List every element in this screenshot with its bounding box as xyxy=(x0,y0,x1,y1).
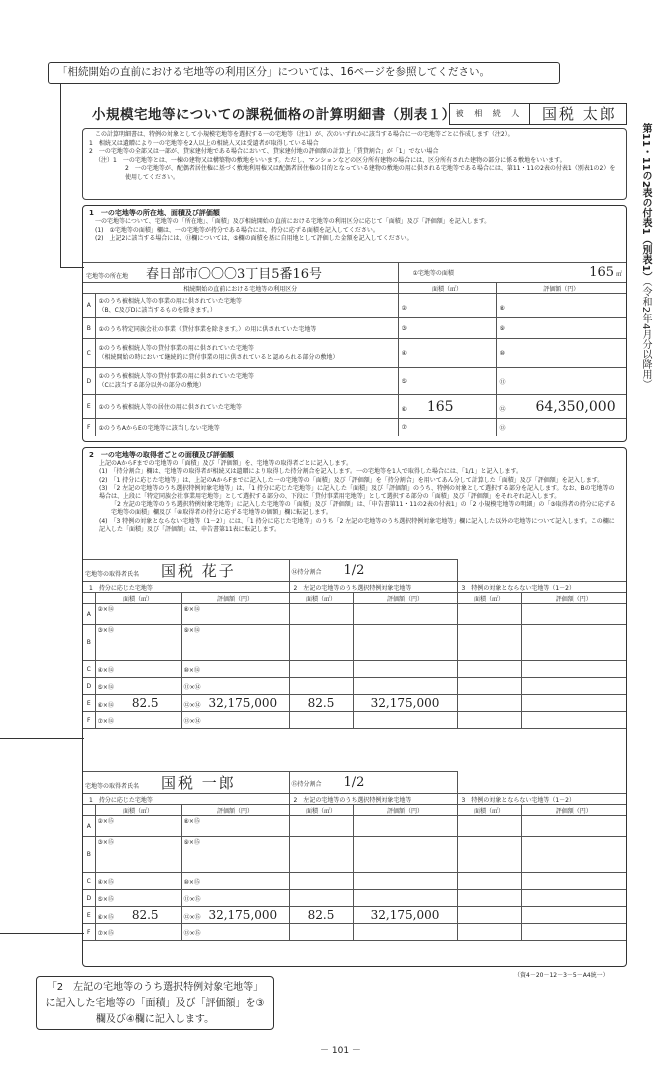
document-title: 小規模宅地等についての課税価格の計算明細書（別表１） xyxy=(92,107,456,123)
value-field-no: ⑨ xyxy=(499,324,505,332)
table-row xyxy=(83,625,626,661)
value-formula: ⑨×⑭ xyxy=(181,625,289,661)
value-formula: ⑩×⑭ xyxy=(181,661,289,678)
land-table xyxy=(83,262,626,436)
table-row xyxy=(83,318,626,339)
decedent-label: 被 相 続 人 xyxy=(450,104,530,124)
acquirer-name: 国税 花子 xyxy=(160,562,236,580)
row-key: B xyxy=(83,625,95,661)
area-col: 面積（㎡） xyxy=(289,805,353,816)
acquirer-label: 宅地等の取得者氏名 xyxy=(85,783,140,790)
value-formula: ⑪×⑭ xyxy=(181,678,289,695)
table-row xyxy=(83,907,626,924)
value-col: 評価額（円） xyxy=(521,805,626,816)
row-key: E xyxy=(83,907,95,924)
section-2-p2: (2) 「1 持分に応じた宅地等」は、上記のAからFまでに記入した一の宅地等の「面積」及び「評価額」を「持分割合」を用いてあん分して計算した「面積」及び「評価額」を記入します。 xyxy=(99,476,604,484)
col2-header: 2 左記の宅地等のうち選択特例対象宅地等 xyxy=(289,582,457,593)
usage-header: 相続開始の直前における宅地等の利用区分 xyxy=(83,283,398,294)
area-field: 165 xyxy=(426,398,454,415)
value-formula: ⑪×⑮ xyxy=(181,890,289,907)
value-formula: ⑫×⑮ xyxy=(183,914,201,921)
value-col: 評価額（円） xyxy=(353,593,457,604)
row-key: B xyxy=(83,837,95,873)
area-formula: ②×⑮ xyxy=(95,816,181,837)
value-field-no: ⑧ xyxy=(499,304,505,312)
row-key: E xyxy=(83,695,95,712)
row-desc-sub: （相続開始の時において継続的に貸付事業の用に供されていると認められる部分の敷地） xyxy=(98,354,339,361)
bottom-note: 「2 左記の宅地等のうち選択特例対象宅地等」に記入した宅地等の「面積」及び「評価額」を③欄及び④欄に記入します。 xyxy=(36,976,274,1030)
area-col: 面積（㎡） xyxy=(457,805,521,816)
section-2-desc: 上記のAからFまでの宅地等の「面積」及び「評価額」を、宅地等の取得者ごとに記入します。 xyxy=(99,460,353,468)
section-1-desc: 一の宅地等について、宅地等の「所在地」、「面積」及び相続開始の直前における宅地等の利用区分に応じて「面積」及び「評価額」を記入します。 xyxy=(95,218,491,226)
acquirer-label: 宅地等の取得者氏名 xyxy=(85,571,140,578)
table-row xyxy=(83,678,626,695)
area-formula: ⑤×⑭ xyxy=(95,678,181,695)
area-col: 面積（㎡） xyxy=(457,593,521,604)
section-1-header xyxy=(83,206,626,260)
section-2-p1: (1) 「持分割合」欄は、宅地等の取得者が相続又は遺贈により取得した持分割合を記入します。一の宅地等を1人で取得した場合には、「1/1」と記入します。 xyxy=(99,468,523,476)
row-desc: ①のうち被相続人等の居住の用に供されていた宅地等 xyxy=(98,404,242,411)
table-row xyxy=(83,368,626,395)
pointer-line xyxy=(0,933,84,934)
acquirer-table-1 xyxy=(83,559,626,729)
side-tab xyxy=(631,106,651,406)
area-field-no: ⑦ xyxy=(401,423,407,431)
area-formula: ④×⑮ xyxy=(95,873,181,890)
table-row xyxy=(83,890,626,907)
value-col: 評価額（円） xyxy=(181,805,289,816)
row-key: A xyxy=(83,816,95,837)
col3-header: 3 特例の対象とならない宅地等（1－2） xyxy=(457,794,626,805)
area-formula: ⑥×⑮ xyxy=(97,914,114,921)
table-row xyxy=(83,339,626,368)
decedent-box xyxy=(449,103,627,125)
section-2-header xyxy=(83,448,626,558)
row-key: D xyxy=(83,678,95,695)
area-formula: ⑦×⑭ xyxy=(95,712,181,729)
page-number: － 101 － xyxy=(320,1046,361,1056)
value-formula: ⑩×⑮ xyxy=(181,873,289,890)
value-field-no: ⑪ xyxy=(499,378,506,386)
area-field-no: ④ xyxy=(401,349,407,357)
intro-box xyxy=(82,128,627,200)
e-selected-value: 32,175,000 xyxy=(370,908,440,922)
value-field-no: ⑫ xyxy=(499,405,506,413)
share-value: 1/2 xyxy=(343,775,365,790)
section-2-heading: 2 一の宅地等の取得者ごとの面積及び評価額 xyxy=(89,451,234,459)
table-row xyxy=(83,604,626,625)
intro-note-2: 2 一の宅地等が、配偶者居住権に基づく敷地利用権又は配偶者居住権の目的となっている建物の敷地の用に供される宅地等である場合には、第11・11の2表の付表1（別表1の2）を使用してください。 xyxy=(125,165,616,181)
section-2-p4: (4) 「3 特例の対象とならない宅地等（1－2）」には、「1 持分に応じた宅地等」のうち「2 左記の宅地等のうち選択特例対象宅地等」欄に記入した以外の宅地等について記入します。この欄に記入した「面積」及び「評価額」は、申告書第11表に転記します。 xyxy=(99,517,615,533)
side-tab-main: 第11・11の2表の付表1（別表1） xyxy=(640,122,651,282)
side-tab-sub: （令和2年4月分以降用） xyxy=(640,281,651,390)
table-row xyxy=(83,294,626,318)
value-field: 64,350,000 xyxy=(535,398,616,415)
value-col: 評価額（円） xyxy=(521,593,626,604)
table-row xyxy=(83,924,626,941)
area-formula: ③×⑭ xyxy=(95,625,181,661)
table-row xyxy=(83,712,626,729)
value-formula: ⑬×⑮ xyxy=(181,924,289,941)
value-field-no: ⑬ xyxy=(499,424,506,432)
area-formula: ⑤×⑮ xyxy=(95,890,181,907)
intro-item-1: 1 相続又は遺贈により一の宅地等を2人以上の相続人又は受遺者が取得している場合 xyxy=(89,139,319,147)
table-row xyxy=(83,661,626,678)
section-2-p3b: 「2 左記の宅地等のうち選択特例対象宅地等」に記入した宅地等の「面積」及び「評価額」は、「申告書第11・11の2表の付表1」の「2 小規模宅地等の明細」の「③取得者の持分に応ずる宅地等の面積」欄及び「④取得者の持分に応ずる宅地等の価額」欄に転記します。 xyxy=(111,501,616,517)
area-formula: ⑦×⑮ xyxy=(95,924,181,941)
value-formula: ⑧×⑭ xyxy=(181,604,289,625)
e-selected-area: 82.5 xyxy=(307,696,335,710)
e-value: 32,175,000 xyxy=(208,908,278,922)
acquirer-table-2 xyxy=(83,771,626,941)
area-col: 面積（㎡） xyxy=(95,805,181,816)
section-1-desc-1: (1) ①宅地等の面積」欄は、一の宅地等が持分である場合には、持分に応ずる面積を記入してください。 xyxy=(95,226,379,234)
e-value: 32,175,000 xyxy=(208,696,278,710)
intro-note-1: （注）1 一の宅地等とは、一棟の建物又は構築物の敷地をいいます。ただし、マンションなどの区分所有建物の場合には、区分所有された建物の部分に係る敷地をいいます。 xyxy=(95,156,566,164)
reference-code: （資4－20－12－3－5－A4統一） xyxy=(514,972,609,979)
value-col: 評価額（円） xyxy=(181,593,289,604)
area-field-no: ⑤ xyxy=(401,377,407,385)
table-row xyxy=(83,873,626,890)
area-col: 面積（㎡） xyxy=(289,593,353,604)
row-desc: ①のうち被相続人等の事業の用に供されていた宅地等 xyxy=(98,297,242,305)
row-key: F xyxy=(83,419,95,436)
area-field-no: ⑥ xyxy=(401,405,407,413)
value-field-no: ⑩ xyxy=(499,349,505,357)
row-key: F xyxy=(83,924,95,941)
value-formula: ⑧×⑮ xyxy=(181,816,289,837)
share-label: ⑭持分割合 xyxy=(291,569,322,576)
area-value: 165 xyxy=(589,265,615,280)
location-value: 春日部市〇〇〇3丁目5番16号 xyxy=(145,267,323,282)
area-formula: ④×⑭ xyxy=(95,661,181,678)
row-desc: ①のうち被相続人等の貸付事業の用に供されていた宅地等 xyxy=(98,373,254,380)
area-field-no: ③ xyxy=(401,324,407,332)
value-col: 評価額（円） xyxy=(353,805,457,816)
area-formula: ⑥×⑭ xyxy=(97,702,114,709)
table-row xyxy=(83,695,626,712)
section-2-p3: (3) 「2 左記の宅地等のうち選択特例対象宅地等」は、「1 持分に応じた宅地等」に記入した「面積」及び「評価額」のうち、特例の対象として選択する部分を記入します。なお、Bの宅地等の場合は、上段に「特定同族会社事業用宅地等」として選択する部分の、下段に「貸付事業用宅地等」として選択する部分の「面積」及び「評価額」をそれぞれ記入します。 xyxy=(99,484,615,501)
value-formula: ⑨×⑮ xyxy=(181,837,289,873)
row-key: C xyxy=(83,873,95,890)
location-label: 宅地等の所在地 xyxy=(86,273,129,280)
decedent-name: 国税 太郎 xyxy=(542,105,617,123)
section-2 xyxy=(82,447,627,967)
section-1-desc-2: (2) 上記2に該当する場合には、⑪欄については、⑤欄の面積を基に自用地として評価した金額を記入してください。 xyxy=(95,235,413,243)
share-label: ⑮持分割合 xyxy=(291,781,322,788)
row-desc-sub: （B、C及びDに該当するものを除きます。） xyxy=(98,306,216,314)
row-key: B xyxy=(83,318,95,339)
intro-item-2: 2 一の宅地等の全部又は一部が、貸家建付地である場合において、貸家建付地の評価額の計算上「賃貸割合」が「1」でない場合 xyxy=(89,148,439,156)
col1-header: 1 持分に応じた宅地等 xyxy=(83,582,289,593)
value-formula: ⑫×⑭ xyxy=(183,702,201,709)
section-1-heading: 1 一の宅地等の所在地、面積及び評価額 xyxy=(89,209,220,217)
pointer-line xyxy=(0,738,84,739)
row-key: A xyxy=(83,294,95,318)
acquirer-name: 国税 一郎 xyxy=(160,774,236,792)
row-key: C xyxy=(83,339,95,368)
row-key: D xyxy=(83,368,95,395)
row-key: E xyxy=(83,395,95,419)
table-row xyxy=(83,419,626,436)
row-key: A xyxy=(83,604,95,625)
area-formula: ③×⑮ xyxy=(95,837,181,873)
e-area: 82.5 xyxy=(131,908,159,922)
area-column-header: 面積（㎡） xyxy=(398,283,496,294)
row-key: C xyxy=(83,661,95,678)
table-row xyxy=(83,395,626,419)
e-selected-area: 82.5 xyxy=(307,908,335,922)
area-label: ①宅地等の面積 xyxy=(412,270,454,277)
row-desc-sub: （Cに該当する部分以外の部分の敷地） xyxy=(98,382,205,389)
intro-lead: この計算明細書は、特例の対象として小規模宅地等を選択する一の宅地等（注1）が、次のいずれかに該当する場合に一の宅地等ごとに作成します（注2）。 xyxy=(95,131,514,138)
table-row xyxy=(83,816,626,837)
area-unit: ㎡ xyxy=(615,271,622,278)
col1-header: 1 持分に応じた宅地等 xyxy=(83,794,289,805)
e-selected-value: 32,175,000 xyxy=(370,696,440,710)
col3-header: 3 特例の対象とならない宅地等（1－2） xyxy=(457,582,626,593)
area-col: 面積（㎡） xyxy=(95,593,181,604)
reference-note: 「相続開始の直前における宅地等の利用区分」については、16ページを参照してください。 xyxy=(48,62,560,84)
row-desc: ①のうち特定同族会社の事業（貸付事業を除きます。）の用に供されていた宅地等 xyxy=(98,325,317,333)
table-row xyxy=(83,837,626,873)
row-key: D xyxy=(83,890,95,907)
share-value: 1/2 xyxy=(343,563,365,578)
value-column-header: 評価額（円） xyxy=(496,283,626,294)
row-key: F xyxy=(83,712,95,729)
area-field-no: ② xyxy=(401,304,407,312)
value-formula: ⑬×⑭ xyxy=(181,712,289,729)
e-area: 82.5 xyxy=(131,696,159,710)
row-desc: ①のうちAからEの宅地等に該当しない宅地等 xyxy=(98,424,220,432)
area-formula: ②×⑭ xyxy=(95,604,181,625)
section-1 xyxy=(82,205,627,442)
pointer-line xyxy=(60,267,84,268)
col2-header: 2 左記の宅地等のうち選択特例対象宅地等 xyxy=(289,794,457,805)
row-desc: ①のうち被相続人等の貸付事業の用に供されていた宅地等 xyxy=(98,345,254,352)
pointer-line xyxy=(60,84,61,268)
